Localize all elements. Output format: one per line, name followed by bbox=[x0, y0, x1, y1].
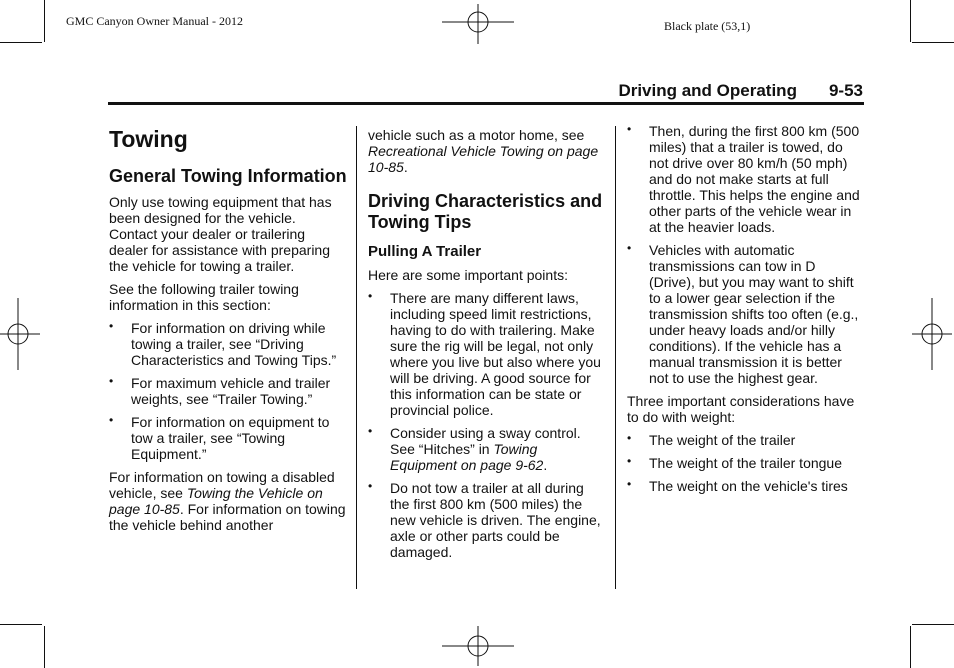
crop-mark bbox=[912, 42, 954, 43]
plate-header-left: GMC Canyon Owner Manual - 2012 bbox=[66, 14, 243, 28]
column-2 bbox=[368, 127, 606, 567]
list-item: • The weight on the vehicle's tires bbox=[627, 478, 865, 494]
cross-reference-link[interactable]: Recreational Vehicle Towing on page 10-85 bbox=[368, 143, 599, 175]
page-title: Towing bbox=[109, 126, 188, 152]
cross-reference-link[interactable]: Towing the Vehicle on page 10-85 bbox=[109, 485, 323, 517]
subsection-heading: Pulling A Trailer bbox=[368, 243, 482, 260]
column-divider bbox=[356, 126, 357, 589]
crop-mark bbox=[44, 626, 45, 668]
list-item: • The weight of the trailer tongue bbox=[627, 455, 865, 471]
header-rule bbox=[108, 102, 864, 105]
bullet-list bbox=[627, 123, 865, 386]
paragraph bbox=[109, 469, 347, 533]
crop-mark bbox=[912, 624, 954, 625]
list-item: • Vehicles with automatic transmissions can tow in D (Drive), but you may want to shift to a lower gear selection if the transmission shifts too often (e.g., under heavy loads and/or hilly conditions). If the vehicle has a manual transmission it is better not to use the highest gear. bbox=[627, 242, 865, 386]
text: For information on towing a disabled vehicle, see bbox=[109, 469, 335, 501]
registration-mark-right bbox=[912, 298, 952, 370]
bullet-list bbox=[627, 432, 865, 494]
paragraph: Three important considerations have to do with weight: bbox=[627, 393, 855, 425]
section-heading: Driving Characteristics and Towing Tips bbox=[368, 191, 603, 232]
crop-mark bbox=[0, 624, 42, 625]
list-item: • For maximum vehicle and trailer weights, see “Trailer Towing.” bbox=[109, 375, 347, 407]
plate-header-right: Black plate (53,1) bbox=[664, 19, 751, 33]
section-title: Driving and Operating bbox=[618, 81, 797, 100]
text: vehicle such as a motor home, see bbox=[368, 127, 585, 143]
list-item: • For information on equipment to tow a trailer, see “Towing Equipment.” bbox=[109, 414, 347, 462]
running-head bbox=[618, 81, 863, 101]
crop-mark bbox=[44, 0, 45, 42]
paragraph bbox=[368, 127, 606, 175]
bullet-list bbox=[109, 320, 347, 462]
column-3 bbox=[627, 123, 865, 501]
registration-mark-bottom bbox=[442, 626, 514, 666]
list-item: • Do not tow a trailer at all during the first 800 km (500 miles) the new vehicle is driven. The engine, axle or other parts could be damaged. bbox=[368, 480, 606, 560]
crop-mark bbox=[910, 0, 911, 42]
section-heading: General Towing Information bbox=[109, 166, 347, 186]
paragraph: Only use towing equipment that has been designed for the vehicle. Contact your dealer or trailering dealer for assistance with preparing the vehicle for towing a trailer. bbox=[109, 194, 332, 274]
registration-mark-left bbox=[0, 298, 40, 370]
list-item: • For information on driving while towing a trailer, see “Driving Characteristics and Towing Tips.” bbox=[109, 320, 347, 368]
list-item bbox=[368, 425, 606, 473]
cross-reference-link[interactable]: Towing Equipment on page 9-62 bbox=[390, 441, 544, 473]
text: . For information on towing the vehicle behind another bbox=[109, 501, 346, 533]
paragraph: Here are some important points: bbox=[368, 267, 568, 283]
list-item: • There are many different laws, including speed limit restrictions, having to do with trailering. Make sure the rig will be legal, not only where you live but also where you will be driving. A good source for this information can be state or provincial police. bbox=[368, 290, 606, 418]
list-item: • The weight of the trailer bbox=[627, 432, 865, 448]
list-item: • Then, during the first 800 km (500 miles) that a trailer is towed, do not drive over 80 km/h (50 mph) and do not make starts at full throttle. This helps the engine and other parts of the vehicle wear in at the heavier loads. bbox=[627, 123, 865, 235]
bullet-list bbox=[368, 290, 606, 560]
crop-mark bbox=[0, 42, 42, 43]
column-divider bbox=[615, 126, 616, 589]
crop-mark bbox=[910, 626, 911, 668]
text: . bbox=[543, 457, 548, 473]
column-1 bbox=[109, 126, 347, 540]
page-number: 9-53 bbox=[828, 81, 863, 100]
registration-mark-top bbox=[442, 4, 514, 44]
paragraph: See the following trailer towing information in this section: bbox=[109, 281, 299, 313]
text: Consider using a sway control. See “Hitches” in bbox=[390, 425, 581, 457]
text: . bbox=[403, 159, 408, 175]
